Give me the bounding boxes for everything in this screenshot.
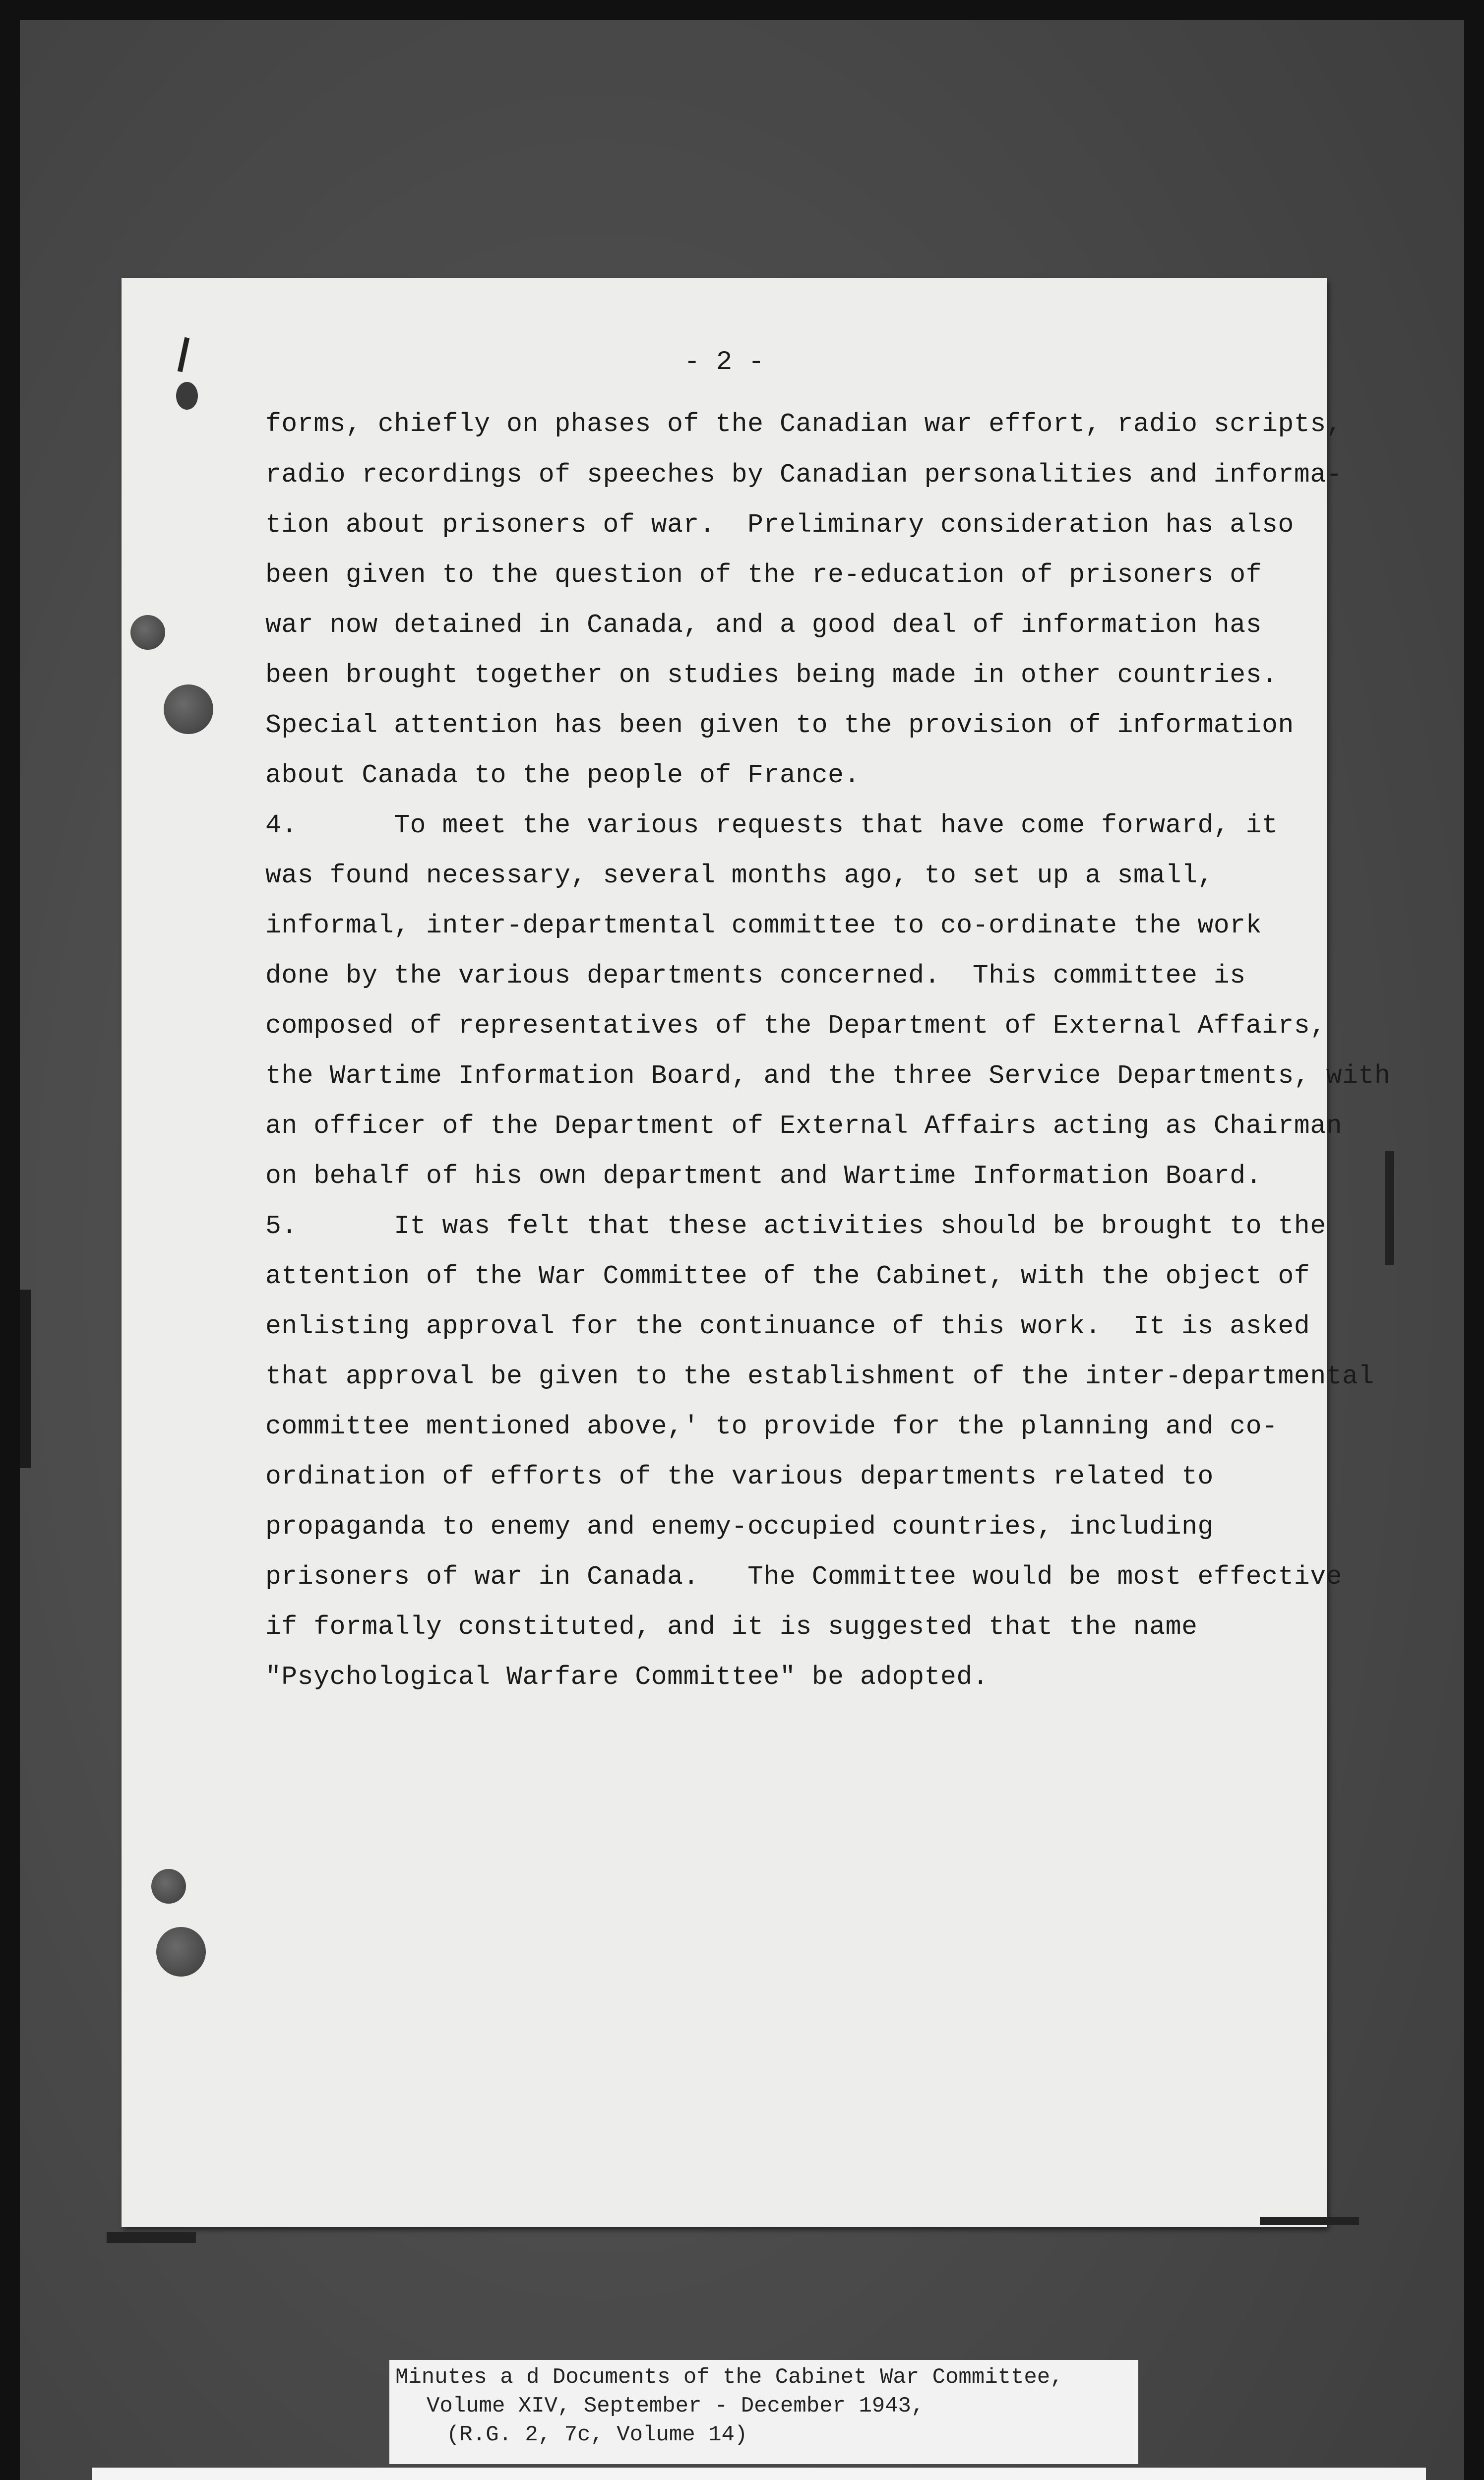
punch-hole (151, 1869, 186, 1904)
text-line: radio recordings of speeches by Canadian personalities and informa- (265, 460, 1343, 490)
text-line: 4. To meet the various requests that have come forward, it (265, 810, 1278, 840)
text-line: informal, inter-departmental committee to co-ordinate the work (265, 911, 1262, 940)
page-edge-mark (107, 2232, 196, 2243)
text-line: 5. It was felt that these activities should be brought to the (265, 1211, 1326, 1241)
caption-line: Volume XIV, September - December 1943, (427, 2394, 925, 2418)
ink-blot (176, 382, 198, 410)
text-line: attention of the War Committee of the Cabinet, with the object of (265, 1261, 1310, 1291)
text-line: prisoners of war in Canada. The Committee would be most effective (265, 1562, 1343, 1592)
text-line: Special attention has been given to the provision of information (265, 710, 1294, 740)
text-line: was found necessary, several months ago, to set up a small, (265, 861, 1214, 890)
text-line: forms, chiefly on phases of the Canadian war effort, radio scripts, (265, 409, 1343, 439)
typed-document-page (122, 278, 1391, 2227)
text-line: committee mentioned above,' to provide for the planning and co- (265, 1412, 1278, 1441)
caption-line: Minutes a d Documents of the Cabinet War Committee, (395, 2365, 1063, 2390)
page-number: - 2 - (683, 347, 765, 377)
punch-hole (156, 1927, 206, 1977)
archive-caption-card (389, 2360, 1138, 2464)
text-line: that approval be given to the establishment of the inter-departmental (265, 1362, 1374, 1391)
text-line: war now detained in Canada, and a good deal of information has (265, 610, 1262, 640)
text-line: "Psychological Warfare Committee" be adopted. (265, 1662, 989, 1692)
text-line: tion about prisoners of war. Preliminary consideration has also (265, 510, 1294, 540)
text-line: if formally constituted, and it is suggested that the name (265, 1612, 1198, 1642)
archives-label-card (92, 2468, 1426, 2480)
text-line: done by the various departments concerned. This committee is (265, 961, 1246, 991)
text-line: the Wartime Information Board, and the three Service Departments, with (265, 1061, 1391, 1091)
text-line: ordination of efforts of the various departments related to (265, 1462, 1214, 1491)
text-line: enlisting approval for the continuance of this work. It is asked (265, 1311, 1310, 1341)
scan-background (20, 20, 1464, 2480)
page-edge-mark (1385, 1151, 1394, 1265)
text-line: been given to the question of the re-education of prisoners of (265, 560, 1262, 590)
text-line: composed of representatives of the Department of External Affairs, (265, 1011, 1326, 1041)
text-line: propaganda to enemy and enemy-occupied countries, including (265, 1512, 1214, 1542)
page-edge-mark (1260, 2217, 1359, 2225)
caption-line: (R.G. 2, 7c, Volume 14) (446, 2422, 748, 2447)
punch-hole (130, 615, 165, 650)
text-line: been brought together on studies being made in other countries. (265, 660, 1278, 690)
punch-hole (164, 684, 213, 734)
text-line: on behalf of his own department and Wartime Information Board. (265, 1161, 1262, 1191)
page-edge-mark (20, 1290, 31, 1468)
text-line: about Canada to the people of France. (265, 760, 860, 790)
text-line: an officer of the Department of External Affairs acting as Chairman (265, 1111, 1343, 1141)
